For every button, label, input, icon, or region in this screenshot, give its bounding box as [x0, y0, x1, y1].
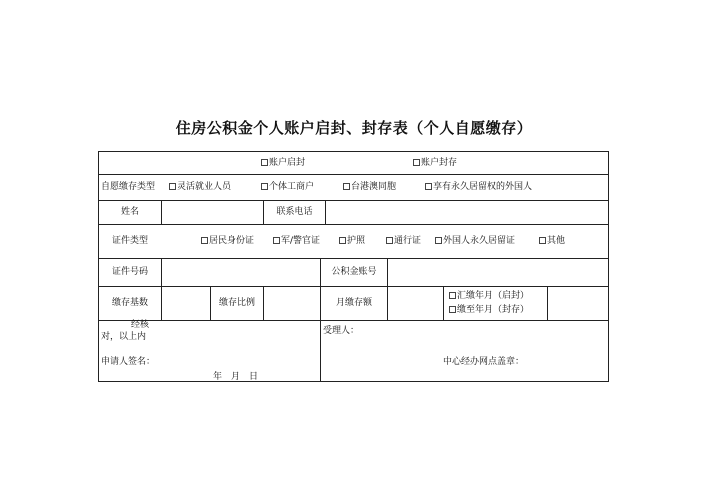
account-number-label: 公积金账号 [331, 267, 377, 277]
checkbox[interactable] [449, 306, 456, 313]
option-flexible-employment[interactable]: 灵活就业人员 [169, 182, 231, 193]
checkbox[interactable] [386, 237, 393, 244]
option-account-unseal[interactable]: 账户启封 [261, 158, 305, 169]
checkbox[interactable] [169, 183, 176, 190]
name-field[interactable] [162, 201, 263, 224]
option-passport[interactable]: 护照 [339, 236, 365, 247]
deposit-type-label: 自愿缴存类型 [101, 182, 156, 192]
monthly-amount-field[interactable] [388, 287, 443, 320]
option-permanent-resident-foreigner[interactable]: 享有永久居留权的外国人 [425, 182, 532, 193]
office-stamp-label: 中心经办网点盖章： [443, 357, 525, 367]
row-divider [99, 174, 608, 175]
col-divider [443, 286, 444, 320]
col-divider [320, 320, 321, 382]
checkbox[interactable] [261, 159, 268, 166]
id-number-label: 证件号码 [111, 267, 148, 277]
option-military-police-id[interactable]: 军/警官证 [273, 236, 320, 247]
form-title: 住房公积金个人账户启封、封存表（个人自愿缴存） [175, 119, 533, 137]
id-number-field[interactable] [162, 259, 320, 286]
checkbox[interactable] [449, 292, 456, 299]
checkbox[interactable] [435, 237, 442, 244]
account-number-field[interactable] [388, 259, 608, 286]
phone-field[interactable] [326, 201, 608, 224]
deposit-ratio-label: 缴存比例 [218, 298, 255, 308]
verify-text-line2: 对，以上内 [101, 332, 147, 342]
seal-form-table [98, 151, 609, 382]
checkbox[interactable] [273, 237, 280, 244]
deposit-base-label: 缴存基数 [111, 298, 148, 308]
checkbox[interactable] [539, 237, 546, 244]
option-account-seal[interactable]: 账户封存 [413, 158, 457, 169]
monthly-amount-label: 月缴存额 [335, 298, 372, 308]
id-type-label: 证件类型 [111, 236, 148, 246]
row-divider [99, 224, 608, 225]
deposit-base-field[interactable] [162, 287, 210, 320]
option-individual-business[interactable]: 个体工商户 [261, 182, 314, 193]
checkbox[interactable] [339, 237, 346, 244]
option-remit-start-month[interactable]: 汇缴年月（启封） [449, 291, 529, 302]
phone-label: 联系电话 [276, 207, 313, 217]
option-travel-permit[interactable]: 通行证 [386, 236, 421, 247]
checkbox[interactable] [261, 183, 268, 190]
row-divider [99, 320, 608, 321]
checkbox[interactable] [425, 183, 432, 190]
option-paid-until-month[interactable]: 缴至年月（封存） [449, 305, 529, 316]
month-field[interactable] [548, 287, 608, 320]
signature-date: 年 月 日 [213, 372, 259, 382]
checkbox[interactable] [201, 237, 208, 244]
receiver-label: 受理人： [323, 326, 360, 336]
applicant-signature-label: 申请人签名： [101, 357, 156, 367]
option-hk-macau-taiwan[interactable]: 台港澳同胞 [343, 182, 396, 193]
deposit-ratio-field[interactable] [264, 287, 320, 320]
option-foreigner-permanent-residence-card[interactable]: 外国人永久居留证 [435, 236, 515, 247]
verify-text-line1: 经核 [131, 320, 150, 330]
option-resident-id-card[interactable]: 居民身份证 [201, 236, 254, 247]
checkbox[interactable] [343, 183, 350, 190]
option-other[interactable]: 其他 [539, 236, 565, 247]
checkbox[interactable] [413, 159, 420, 166]
name-label: 姓名 [120, 207, 139, 217]
